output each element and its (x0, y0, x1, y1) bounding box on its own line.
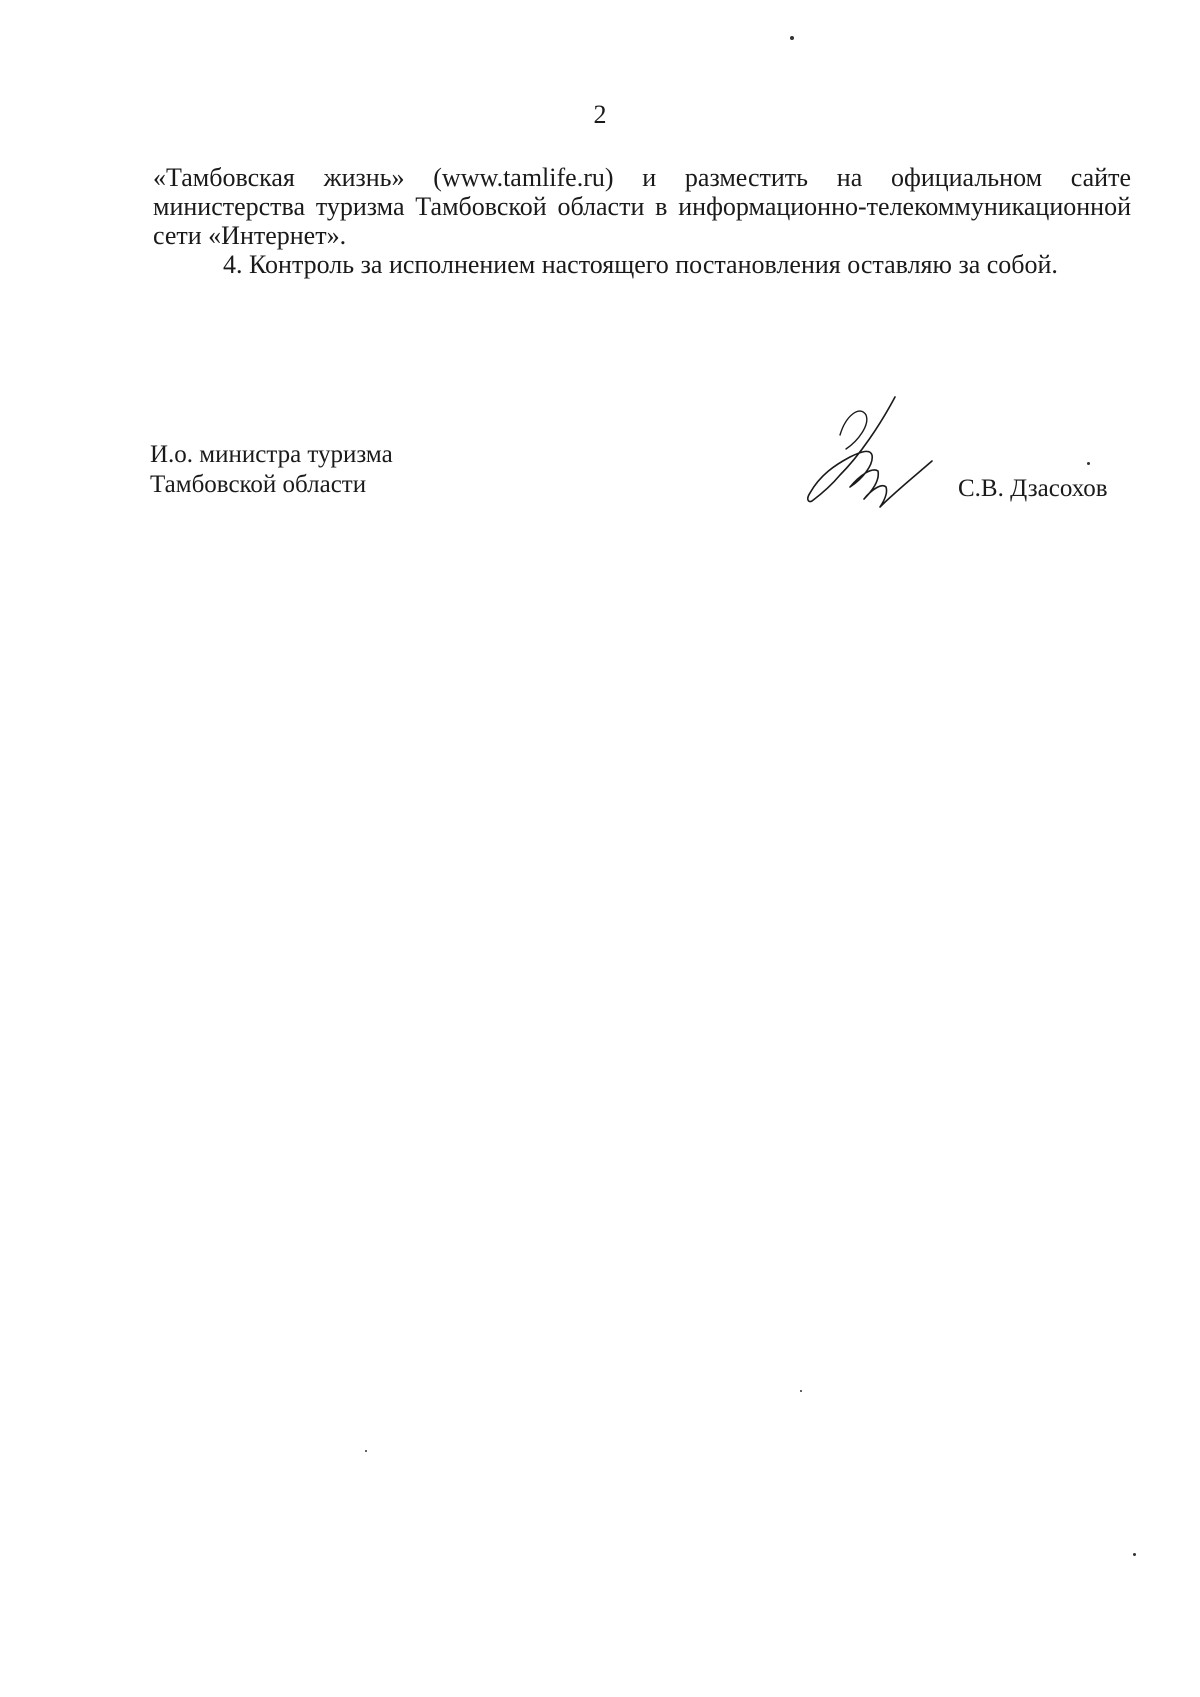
page-number: 2 (593, 100, 607, 129)
signer-position-line-1: И.о. министра туризма (150, 441, 393, 468)
paragraph-control: 4. Контроль за исполнением настоящего постановления оставляю за собой. (223, 250, 1058, 279)
handwritten-signature (800, 395, 940, 515)
scan-speck (790, 36, 794, 40)
signer-position (150, 440, 393, 500)
signer-name: С.В. Дзасохов (958, 475, 1108, 502)
signer-position-line-2: Тамбовской области (150, 471, 367, 498)
scan-speck (800, 1390, 802, 1392)
scan-speck (365, 1450, 367, 1452)
scan-speck (1087, 462, 1090, 465)
document-body (153, 163, 1131, 279)
scan-speck (1133, 1553, 1136, 1556)
paragraph-publication: «Тамбовская жизнь» (www.tamlife.ru) и разместить на официальном сайте министерства туризма Тамбовской области в информационно-телекоммуникационной сети «Интернет». (153, 163, 1131, 250)
